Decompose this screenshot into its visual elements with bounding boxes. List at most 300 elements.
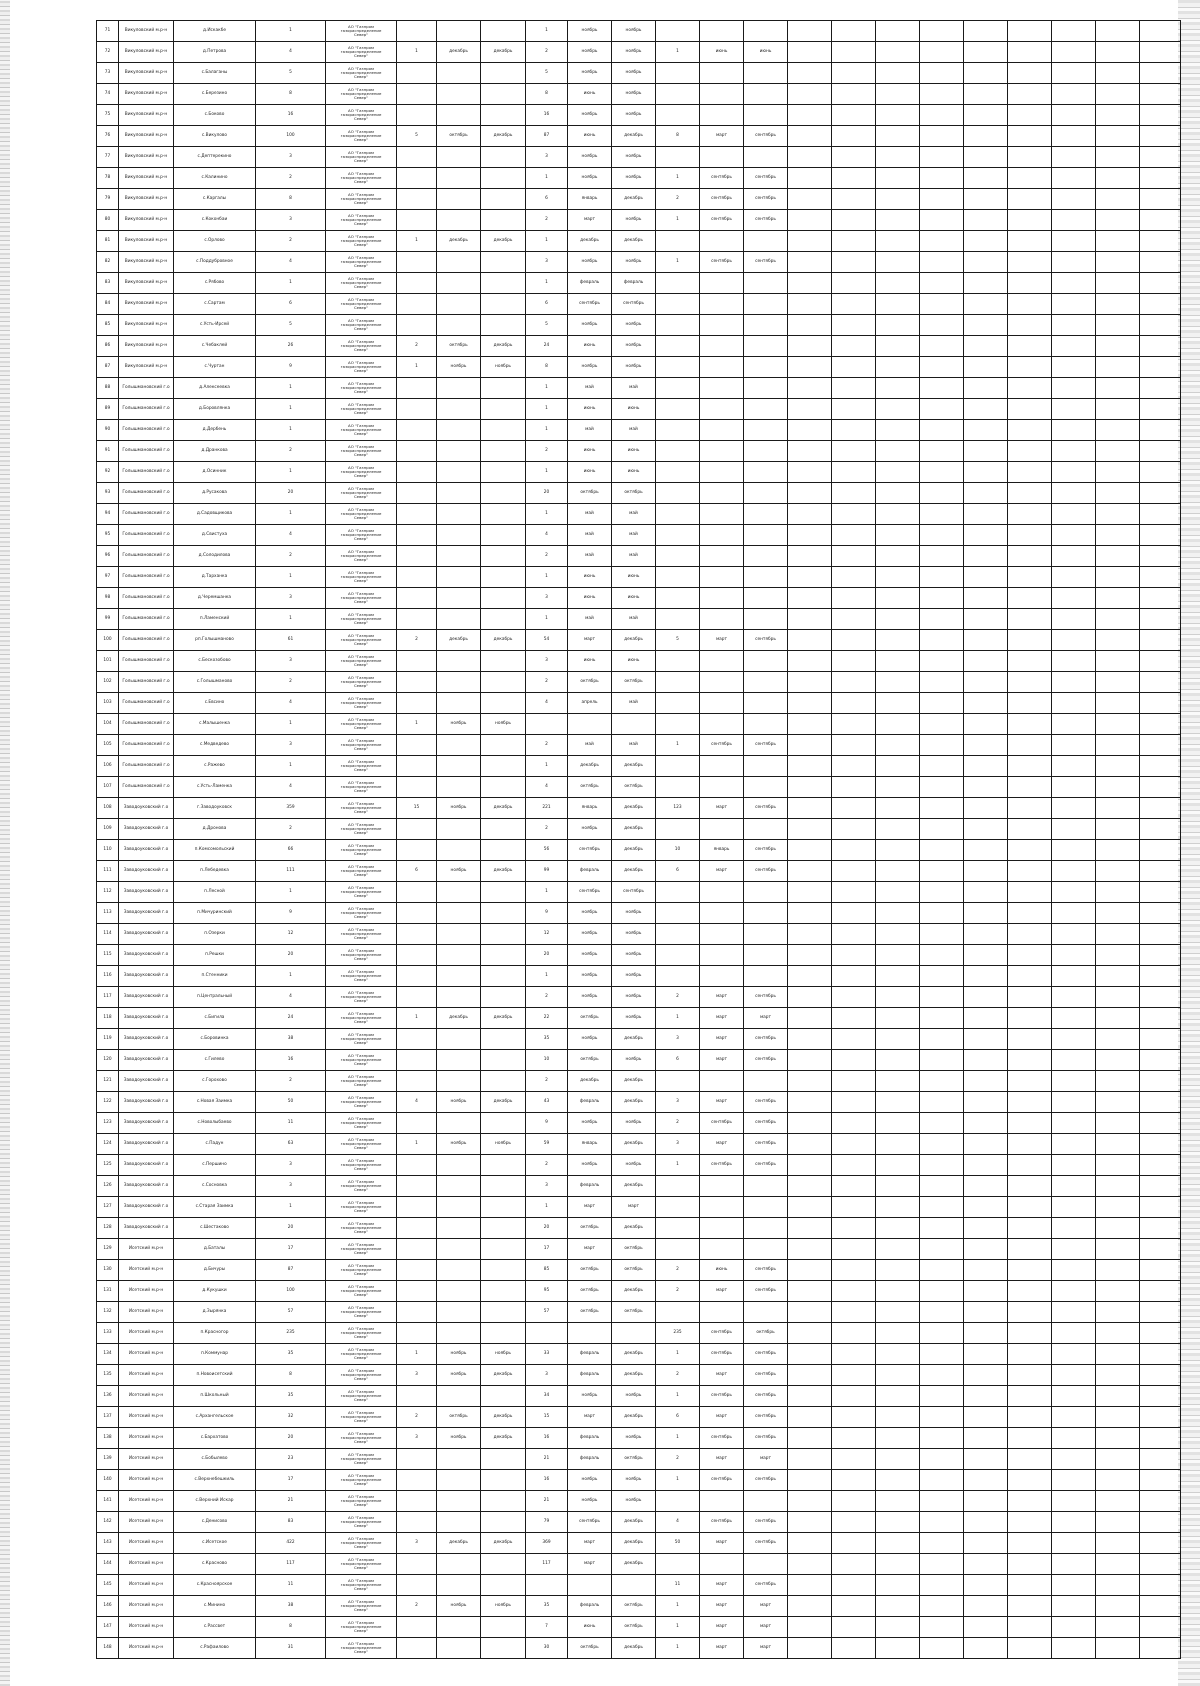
cell-empty	[788, 1428, 832, 1449]
cell-district: Викуловский м.р-н	[119, 21, 174, 42]
operator-line: Север"	[353, 1564, 369, 1570]
operator-line: Север"	[353, 1585, 369, 1591]
cell-row-number: 94	[97, 504, 119, 525]
cell-start-a: ноябрь	[437, 1428, 481, 1449]
cell-settlement: с.Медведево	[174, 735, 256, 756]
operator-line: Север"	[353, 157, 369, 163]
cell-start-a: ноябрь	[437, 798, 481, 819]
table-row	[97, 1092, 1181, 1113]
cell-empty	[1096, 1218, 1140, 1239]
cell-empty	[1140, 441, 1181, 462]
cell-count-b: 1	[526, 273, 568, 294]
cell-empty	[964, 777, 1008, 798]
cell-end-a	[481, 1512, 526, 1533]
cell-count-a: 1	[397, 42, 437, 63]
cell-empty	[1008, 1281, 1052, 1302]
table-row	[97, 1323, 1181, 1344]
cell-empty	[920, 1176, 964, 1197]
cell-end-a	[481, 1302, 526, 1323]
operator-line: АО "Газпром	[348, 87, 374, 93]
cell-empty	[788, 1113, 832, 1134]
cell-empty	[1052, 777, 1096, 798]
cell-settlement: с.Гилево	[174, 1050, 256, 1071]
operator-line: газораспределение	[340, 1120, 382, 1126]
operator-line: газораспределение	[340, 910, 382, 916]
cell-empty	[964, 1008, 1008, 1029]
table-row	[97, 210, 1181, 231]
operator-line: газораспределение	[340, 574, 382, 580]
cell-district: Исетский м.р-н	[119, 1365, 174, 1386]
cell-start-a: ноябрь	[437, 714, 481, 735]
cell-row-number: 142	[97, 1512, 119, 1533]
cell-count-a	[397, 21, 437, 42]
cell-empty	[788, 273, 832, 294]
cell-empty	[1096, 1407, 1140, 1428]
operator-line: Север"	[353, 1606, 369, 1612]
cell-row-number: 103	[97, 693, 119, 714]
cell-count-a	[397, 1470, 437, 1491]
cell-empty	[876, 1134, 920, 1155]
cell-operator	[326, 1113, 397, 1134]
cell-empty	[1052, 1512, 1096, 1533]
table-row	[97, 1176, 1181, 1197]
cell-empty	[964, 252, 1008, 273]
cell-empty	[1052, 1176, 1096, 1197]
cell-empty	[1008, 1134, 1052, 1155]
cell-start-c	[700, 1491, 744, 1512]
operator-line: АО "Газпром	[348, 465, 374, 471]
cell-empty	[1052, 357, 1096, 378]
operator-line: АО "Газпром	[348, 780, 374, 786]
operator-line: Север"	[353, 1627, 369, 1633]
cell-end-b: декабрь	[612, 126, 656, 147]
table-row	[97, 399, 1181, 420]
cell-end-a	[481, 693, 526, 714]
cell-empty	[1052, 966, 1096, 987]
cell-total-count: 12	[256, 924, 326, 945]
cell-start-a	[437, 1029, 481, 1050]
cell-start-c: сентябрь	[700, 1113, 744, 1134]
table-row	[97, 1218, 1181, 1239]
cell-empty	[964, 798, 1008, 819]
cell-operator	[326, 84, 397, 105]
cell-row-number: 118	[97, 1008, 119, 1029]
cell-settlement: г.Заводоуковск	[174, 798, 256, 819]
cell-row-number: 101	[97, 651, 119, 672]
cell-empty	[964, 1134, 1008, 1155]
cell-operator	[326, 672, 397, 693]
cell-empty	[1052, 651, 1096, 672]
cell-empty	[788, 147, 832, 168]
cell-end-b: ноябрь	[612, 63, 656, 84]
cell-start-a: декабрь	[437, 1533, 481, 1554]
table-row	[97, 882, 1181, 903]
cell-operator	[326, 1281, 397, 1302]
cell-count-a: 2	[397, 630, 437, 651]
cell-operator	[326, 399, 397, 420]
cell-count-c: 4	[656, 1512, 700, 1533]
cell-count-b: 3	[526, 147, 568, 168]
cell-empty	[1008, 1113, 1052, 1134]
cell-operator	[326, 1491, 397, 1512]
table-row	[97, 1617, 1181, 1638]
operator-line: газораспределение	[340, 406, 382, 412]
cell-empty	[876, 924, 920, 945]
cell-empty	[964, 924, 1008, 945]
cell-end-a: декабрь	[481, 1365, 526, 1386]
cell-count-a	[397, 525, 437, 546]
cell-end-b: июнь	[612, 441, 656, 462]
cell-empty	[1052, 1449, 1096, 1470]
cell-count-b: 99	[526, 861, 568, 882]
cell-empty	[1096, 567, 1140, 588]
cell-total-count: 1	[256, 714, 326, 735]
cell-end-a	[481, 399, 526, 420]
cell-empty	[1008, 105, 1052, 126]
cell-empty	[920, 861, 964, 882]
cell-district: Викуловский м.р-н	[119, 210, 174, 231]
table-body	[97, 21, 1181, 1659]
operator-line: Север"	[353, 745, 369, 751]
cell-empty	[1140, 672, 1181, 693]
cell-empty	[788, 630, 832, 651]
cell-empty	[920, 1386, 964, 1407]
cell-settlement: д.Русакова	[174, 483, 256, 504]
cell-count-b: 30	[526, 1638, 568, 1659]
cell-end-a	[481, 147, 526, 168]
cell-empty	[832, 483, 876, 504]
cell-settlement: с.Дептерекино	[174, 147, 256, 168]
cell-row-number: 74	[97, 84, 119, 105]
cell-end-a	[481, 735, 526, 756]
cell-empty	[1140, 1386, 1181, 1407]
cell-total-count: 11	[256, 1113, 326, 1134]
cell-empty	[832, 336, 876, 357]
cell-end-a	[481, 1218, 526, 1239]
operator-line: Север"	[353, 1102, 369, 1108]
cell-empty	[920, 966, 964, 987]
cell-empty	[832, 1470, 876, 1491]
cell-row-number: 145	[97, 1575, 119, 1596]
cell-start-a	[437, 1575, 481, 1596]
cell-count-b: 2	[526, 546, 568, 567]
cell-empty	[1096, 1176, 1140, 1197]
cell-count-c: 235	[656, 1323, 700, 1344]
operator-line: газораспределение	[340, 700, 382, 706]
cell-empty	[964, 1407, 1008, 1428]
cell-end-a	[481, 1554, 526, 1575]
operator-line: газораспределение	[340, 91, 382, 97]
cell-end-b: ноябрь	[612, 1428, 656, 1449]
cell-start-c	[700, 693, 744, 714]
cell-district: Исетский м.р-н	[119, 1470, 174, 1491]
cell-settlement: д.Баталы	[174, 1239, 256, 1260]
cell-empty	[1140, 483, 1181, 504]
cell-empty	[832, 105, 876, 126]
operator-line: газораспределение	[340, 1582, 382, 1588]
operator-line: АО "Газпром	[348, 1599, 374, 1605]
cell-operator	[326, 882, 397, 903]
cell-empty	[1008, 126, 1052, 147]
cell-empty	[1052, 735, 1096, 756]
cell-operator	[326, 21, 397, 42]
cell-operator	[326, 945, 397, 966]
cell-district: Заводоуковский г.о	[119, 1050, 174, 1071]
cell-row-number: 97	[97, 567, 119, 588]
cell-empty	[876, 105, 920, 126]
cell-count-c: 1	[656, 1470, 700, 1491]
cell-count-b: 7	[526, 1617, 568, 1638]
cell-empty	[1140, 924, 1181, 945]
cell-empty	[876, 441, 920, 462]
cell-empty	[1052, 588, 1096, 609]
cell-settlement: с.Першино	[174, 1155, 256, 1176]
cell-row-number: 93	[97, 483, 119, 504]
cell-empty	[964, 1470, 1008, 1491]
operator-line: Север"	[353, 1249, 369, 1255]
cell-empty	[964, 714, 1008, 735]
cell-empty	[832, 441, 876, 462]
cell-empty	[788, 357, 832, 378]
operator-line: АО "Газпром	[348, 885, 374, 891]
operator-line: газораспределение	[340, 1162, 382, 1168]
cell-start-b: март	[568, 1197, 612, 1218]
operator-line: Север"	[353, 1459, 369, 1465]
cell-district: Исетский м.р-н	[119, 1407, 174, 1428]
cell-start-a: ноябрь	[437, 1344, 481, 1365]
cell-empty	[832, 21, 876, 42]
cell-empty	[1096, 1491, 1140, 1512]
cell-start-a	[437, 147, 481, 168]
cell-end-b: ноябрь	[612, 42, 656, 63]
cell-count-c: 2	[656, 1365, 700, 1386]
cell-operator	[326, 63, 397, 84]
cell-operator	[326, 966, 397, 987]
cell-end-a	[481, 441, 526, 462]
cell-empty	[964, 1533, 1008, 1554]
cell-district: Голышмановский г.о	[119, 567, 174, 588]
cell-empty	[964, 441, 1008, 462]
cell-empty	[788, 1491, 832, 1512]
cell-empty	[1008, 1344, 1052, 1365]
cell-empty	[788, 1281, 832, 1302]
cell-empty	[1008, 567, 1052, 588]
cell-empty	[788, 231, 832, 252]
table-row	[97, 651, 1181, 672]
cell-settlement: д.Бичуры	[174, 1260, 256, 1281]
cell-empty	[1096, 315, 1140, 336]
operator-line: АО "Газпром	[348, 1284, 374, 1290]
cell-empty	[1140, 1491, 1181, 1512]
cell-empty	[920, 609, 964, 630]
cell-end-b: февраль	[612, 273, 656, 294]
cell-count-b: 1	[526, 882, 568, 903]
cell-empty	[1052, 1365, 1096, 1386]
cell-empty	[788, 819, 832, 840]
table-row	[97, 294, 1181, 315]
cell-count-a	[397, 966, 437, 987]
cell-empty	[1008, 1008, 1052, 1029]
cell-empty	[1140, 1596, 1181, 1617]
cell-row-number: 110	[97, 840, 119, 861]
cell-end-c	[744, 924, 788, 945]
cell-row-number: 105	[97, 735, 119, 756]
cell-empty	[788, 714, 832, 735]
cell-row-number: 100	[97, 630, 119, 651]
cell-empty	[876, 777, 920, 798]
cell-empty	[1096, 924, 1140, 945]
cell-start-b	[568, 1575, 612, 1596]
cell-count-a	[397, 1218, 437, 1239]
cell-empty	[788, 903, 832, 924]
cell-start-a	[437, 735, 481, 756]
cell-settlement: с.Новая Заимка	[174, 1092, 256, 1113]
table-row	[97, 1344, 1181, 1365]
cell-settlement: п.Новоисетский	[174, 1365, 256, 1386]
cell-count-c	[656, 567, 700, 588]
cell-empty	[1052, 441, 1096, 462]
cell-empty	[788, 567, 832, 588]
cell-empty	[832, 1449, 876, 1470]
cell-end-b: декабрь	[612, 861, 656, 882]
operator-line: Север"	[353, 199, 369, 205]
cell-empty	[832, 819, 876, 840]
cell-empty	[788, 1197, 832, 1218]
cell-count-a: 15	[397, 798, 437, 819]
cell-end-c	[744, 693, 788, 714]
cell-district: Заводоуковский г.о	[119, 861, 174, 882]
cell-empty	[920, 630, 964, 651]
cell-count-b: 59	[526, 1134, 568, 1155]
cell-total-count: 66	[256, 840, 326, 861]
cell-count-c: 1	[656, 1617, 700, 1638]
cell-settlement: с.Калинино	[174, 168, 256, 189]
cell-empty	[1096, 945, 1140, 966]
operator-line: газораспределение	[340, 1141, 382, 1147]
cell-start-c: март	[700, 1596, 744, 1617]
cell-end-b	[612, 714, 656, 735]
cell-end-b: декабрь	[612, 1344, 656, 1365]
cell-start-b: октябрь	[568, 1638, 612, 1659]
cell-count-c	[656, 1176, 700, 1197]
cell-empty	[1052, 1218, 1096, 1239]
operator-line: АО "Газпром	[348, 1326, 374, 1332]
cell-settlement: с.Рассвет	[174, 1617, 256, 1638]
operator-line: Север"	[353, 619, 369, 625]
cell-end-a	[481, 1155, 526, 1176]
cell-empty	[1096, 1281, 1140, 1302]
cell-end-a	[481, 651, 526, 672]
cell-empty	[1052, 567, 1096, 588]
cell-end-b: ноябрь	[612, 315, 656, 336]
cell-total-count: 83	[256, 1512, 326, 1533]
cell-operator	[326, 1407, 397, 1428]
cell-settlement: с.Боровинка	[174, 1029, 256, 1050]
cell-empty	[1052, 798, 1096, 819]
cell-empty	[788, 798, 832, 819]
cell-empty	[964, 231, 1008, 252]
cell-operator	[326, 462, 397, 483]
cell-operator	[326, 378, 397, 399]
cell-empty	[1096, 987, 1140, 1008]
cell-end-c	[744, 945, 788, 966]
cell-end-a	[481, 1239, 526, 1260]
cell-count-a	[397, 882, 437, 903]
cell-count-b: 2	[526, 819, 568, 840]
cell-empty	[1096, 1617, 1140, 1638]
cell-count-b: 16	[526, 1428, 568, 1449]
cell-count-b: 95	[526, 1281, 568, 1302]
document-sheet	[96, 20, 1132, 1670]
cell-start-a	[437, 672, 481, 693]
cell-empty	[1008, 84, 1052, 105]
cell-total-count: 8	[256, 1365, 326, 1386]
cell-empty	[1140, 1449, 1181, 1470]
cell-start-a	[437, 546, 481, 567]
cell-empty	[1052, 21, 1096, 42]
cell-settlement: с.Рафаилово	[174, 1638, 256, 1659]
cell-empty	[876, 378, 920, 399]
cell-district: Исетский м.р-н	[119, 1617, 174, 1638]
cell-empty	[1140, 1281, 1181, 1302]
operator-line: Север"	[353, 1060, 369, 1066]
cell-count-b: 3	[526, 1176, 568, 1197]
table-row	[97, 966, 1181, 987]
cell-count-a	[397, 693, 437, 714]
cell-total-count: 422	[256, 1533, 326, 1554]
cell-count-b: 2	[526, 210, 568, 231]
operator-line: Север"	[353, 934, 369, 940]
cell-start-b: март	[568, 1533, 612, 1554]
cell-empty	[832, 525, 876, 546]
cell-empty	[788, 1344, 832, 1365]
cell-count-a	[397, 840, 437, 861]
cell-count-b: 2	[526, 672, 568, 693]
cell-empty	[788, 1575, 832, 1596]
cell-empty	[1008, 1197, 1052, 1218]
cell-empty	[1096, 168, 1140, 189]
cell-count-a	[397, 84, 437, 105]
cell-empty	[1008, 777, 1052, 798]
cell-settlement: с.Старая Заимка	[174, 1197, 256, 1218]
cell-empty	[964, 1197, 1008, 1218]
cell-empty	[1096, 441, 1140, 462]
cell-empty	[964, 1596, 1008, 1617]
cell-empty	[788, 672, 832, 693]
operator-line: газораспределение	[340, 1351, 382, 1357]
gas-connection-table	[96, 20, 1181, 1659]
cell-empty	[1096, 147, 1140, 168]
cell-end-c: сентябрь	[744, 210, 788, 231]
cell-empty	[788, 336, 832, 357]
cell-count-a	[397, 924, 437, 945]
table-row	[97, 1281, 1181, 1302]
cell-settlement: с.Верхний Искар	[174, 1491, 256, 1512]
cell-end-b: ноябрь	[612, 147, 656, 168]
cell-count-b: 3	[526, 651, 568, 672]
cell-end-c: сентябрь	[744, 1281, 788, 1302]
cell-empty	[788, 945, 832, 966]
cell-empty	[832, 1617, 876, 1638]
cell-count-c	[656, 1197, 700, 1218]
cell-start-c	[700, 483, 744, 504]
cell-empty	[920, 105, 964, 126]
cell-empty	[876, 357, 920, 378]
operator-line: газораспределение	[340, 1393, 382, 1399]
cell-count-b: 20	[526, 483, 568, 504]
cell-empty	[1008, 1029, 1052, 1050]
cell-empty	[1140, 840, 1181, 861]
